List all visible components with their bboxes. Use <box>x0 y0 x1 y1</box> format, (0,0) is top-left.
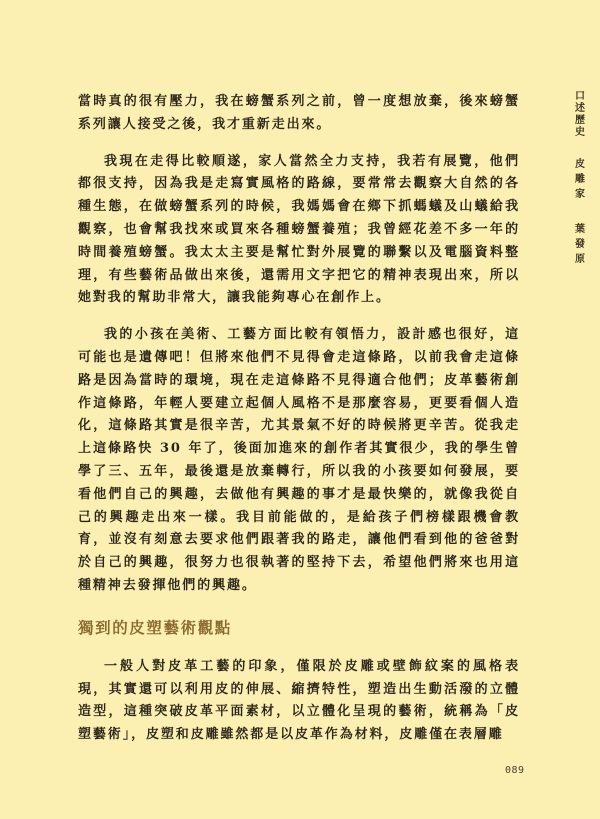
series-title: 口述歷史 <box>572 90 584 138</box>
subject-name: 葉發原 <box>572 223 584 268</box>
chapter-title: 皮雕家 <box>572 158 584 203</box>
paragraph-1: 當時真的很有壓力，我在螃蟹系列之前，曾一度想放棄，後來螃蟹系列讓人接受之後，我才重新走出來。 <box>78 94 520 132</box>
section-heading: 獨到的皮塑藝術觀點 <box>78 617 232 637</box>
paragraph-2: 我現在走得比較順遂，家人當然全力支持，我若有展覽，他們都很支持，因為我是走寫實風格的路線，要常常去觀察大自然的各種生態，在做螃蟹系列的時候，我媽媽會在鄉下抓螞蟻及山蟻給我觀察，也會幫我找來或買來各種螃蟹養殖；我曾經花差不多一年的時間養殖螃蟹。我太太主要是幫忙對外展覽的聯繫以及電腦資料整理，有些藝術品做出來後，還需用文字把它的精神表現出來，所以她對我的幫助非常大，讓我能夠專心在創作上。 <box>78 153 520 306</box>
running-header <box>571 90 585 268</box>
section-paragraph: 一般人對皮革工藝的印象，僅限於皮雕或壁飾紋案的風格表現，其實還可以利用皮的伸展、縮擠特性，塑造出生動活潑的立體造型，這種突破皮革平面素材，以立體化呈現的藝術，統稱為「皮塑藝術」，皮塑和皮雕雖然都是以皮革作為材料，皮雕僅在表層雕 <box>78 658 520 743</box>
main-text <box>78 91 520 761</box>
page-number: 089 <box>505 765 525 776</box>
paragraph-3: 我的小孩在美術、工藝方面比較有領悟力，設計感也很好，這可能也是遺傳吧！但將來他們不見得會走這條路，以前我會走這條路是因為當時的環境，現在走這條路不見得適合他們；皮革藝術創作這條路，年輕人要建立起個人風格不是那麼容易，更要看個人造化，這條路其實是很辛苦，尤其景氣不好的時候將更辛苦。從我走上這條路快 30 年了，後面加進來的創作者其實很少，我的學生曾學了三、五年，最後還是放棄轉行，所以我的小孩要如何發展，要看他們自己的興趣，去做他有興趣的事才是最快樂的，就像我從自己的興趣走出來一樣。我目前能做的，是給孩子們榜樣跟機會教育，並沒有刻意去要求他們跟著我的路走，讓他們看到他的爸爸對於自己的興趣，很努力也很執著的堅持下去，希望他們將來也用這種精神去發揮他們的興趣。 <box>78 327 520 593</box>
